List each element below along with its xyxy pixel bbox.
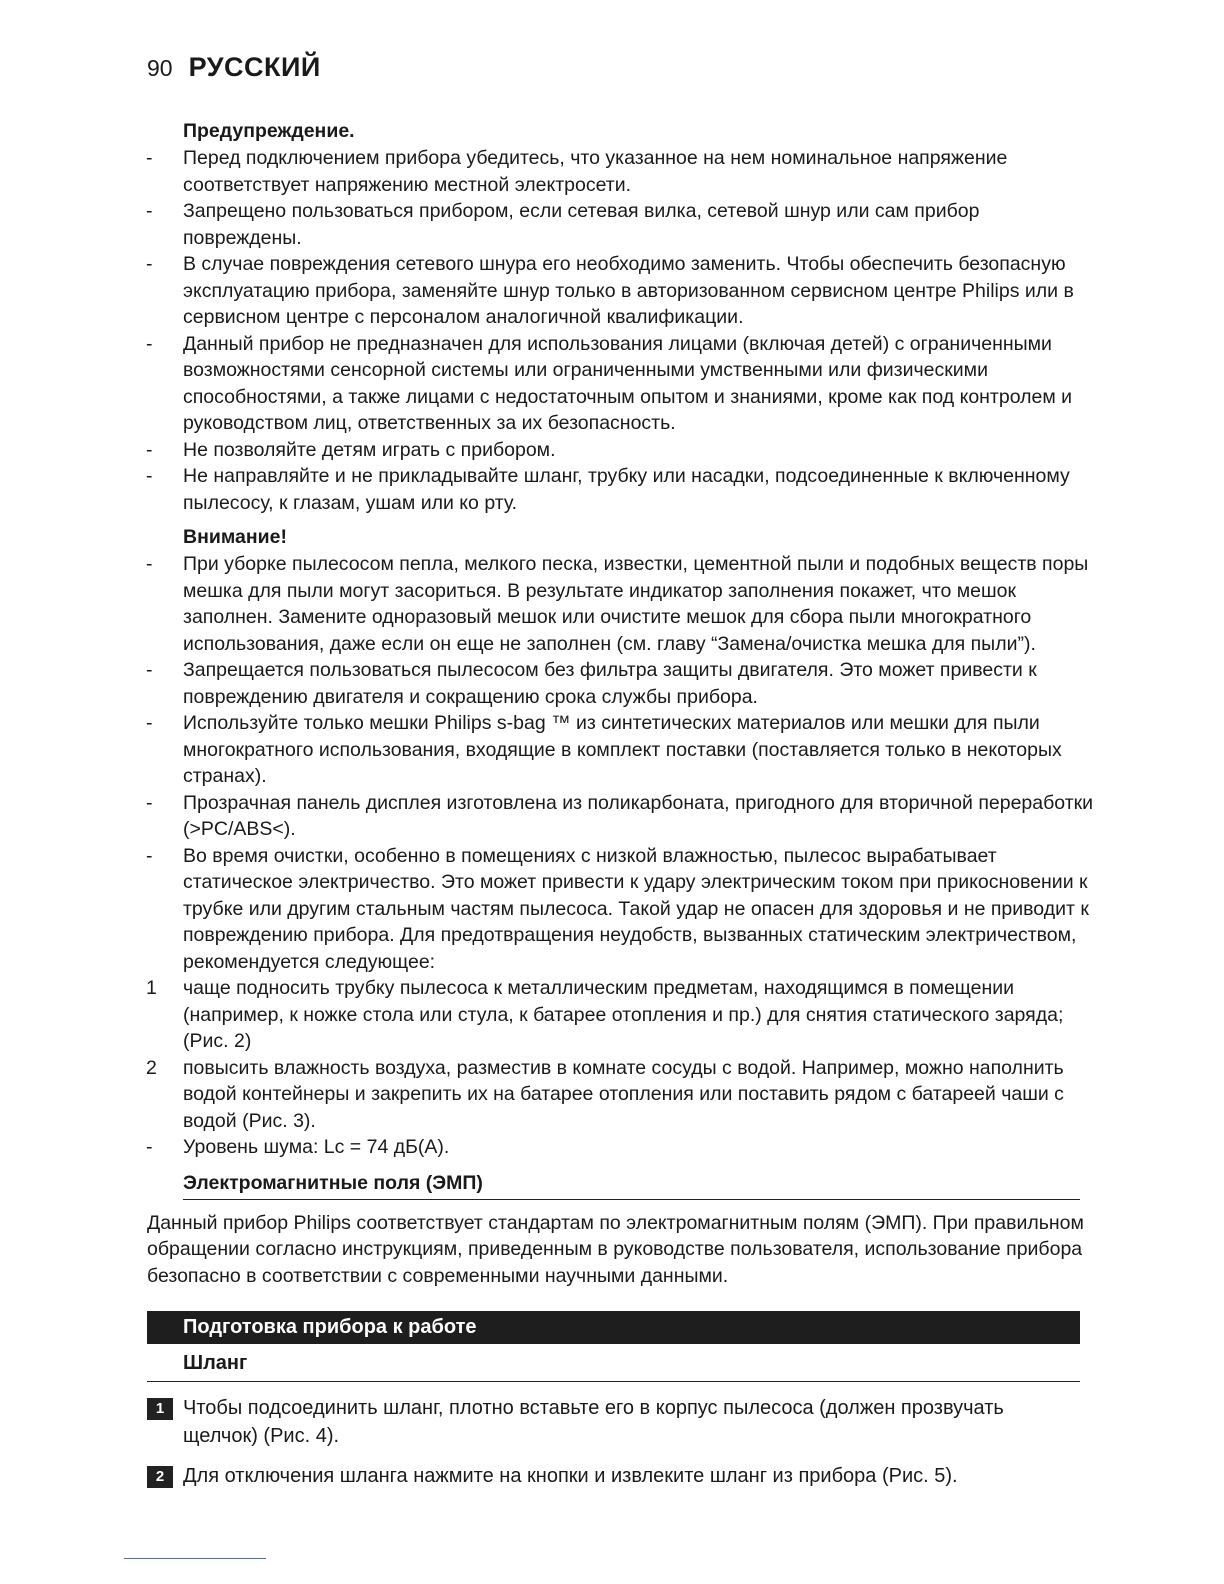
numbered-item — [0, 1055, 1224, 1135]
emf-paragraph: Данный прибор Philips соответствует стандартам по электромагнитным полям (ЭМП). При правильном обращении согласно инструкциям, приведенным в руководстве пользователя, использование прибора безопасно в соответствии с современными научными данными. — [147, 1211, 1084, 1287]
page-header — [147, 52, 321, 83]
numbered-item-text: повысить влажность воздуха, разместив в комнате сосуды с водой. Например, можно наполнить водой контейнеры и закрепить их на батарее отопления или поставить рядом с батареей чаши с водой (Рис. 3). — [183, 1056, 1064, 1132]
hose-heading: Шланг — [147, 1344, 1080, 1382]
bullet-dash: - — [146, 438, 153, 461]
list-item — [0, 437, 1224, 464]
bullet-dash: - — [146, 712, 153, 734]
bullet-dash: - — [146, 465, 153, 487]
section-title-bar: Подготовка прибора к работе — [147, 1311, 1080, 1344]
list-item — [0, 198, 1224, 251]
list-item — [0, 251, 1224, 331]
list-item-text: Запрещено пользоваться прибором, если сетевая вилка, сетевой шнур или сам прибор повреждены. — [183, 200, 980, 249]
list-item — [0, 463, 1224, 516]
list-item — [0, 145, 1224, 198]
numbered-item-text: чаще подносить трубку пылесоса к металлическим предметам, находящимся в помещении (например, к ножке стола или стула, к батарее отопления и пр.) для снятия статического заряда; (Рис. 2) — [183, 977, 1064, 1052]
numbered-item — [0, 975, 1224, 1055]
step-item — [0, 1462, 1224, 1490]
list-item-text: Во время очистки, особенно в помещениях с низкой влажностью, пылесос вырабатывает статическое электричество. Это может привести к удару электрическим током при прикосновении к трубке или другим стальным частям пылесоса. Такой удар не опасен для здоровья и не приводит к повреждению прибора. Для предотвращения неудобств, вызванных статическим электричеством, рекомендуется следующее: — [183, 844, 1089, 973]
page-content — [0, 118, 1224, 1490]
list-item — [0, 657, 1224, 710]
list-item-text: В случае повреждения сетевого шнура его необходимо заменить. Чтобы обеспечить безопасную эксплуатацию прибора, заменяйте шнур только в авторизованном сервисном центре Philips или в сервисном центре с персоналом аналогичной квалификации. — [183, 253, 1074, 328]
language-title: РУССКИЙ — [188, 52, 321, 82]
list-item — [0, 1134, 1224, 1161]
footer-rule — [124, 1558, 266, 1559]
list-item-text: Не направляйте и не прикладывайте шланг, трубку или насадки, подсоединенные к включенному пылесосу, к глазам, ушам или ко рту. — [183, 465, 1070, 514]
page-number: 90 — [147, 55, 173, 81]
step-item — [0, 1394, 1224, 1450]
caution-heading: Внимание! — [183, 526, 287, 548]
bullet-dash: - — [146, 553, 153, 575]
bullet-dash: - — [146, 1136, 153, 1158]
bullet-dash: - — [146, 200, 153, 222]
warning-heading: Предупреждение. — [183, 120, 355, 142]
bullet-dash: - — [146, 147, 153, 169]
list-item — [0, 331, 1224, 437]
list-item-text: Перед подключением прибора убедитесь, что указанное на нем номинальное напряжение соответствует напряжению местной электросети. — [183, 147, 1008, 196]
bullet-dash: - — [146, 791, 153, 814]
bullet-dash: - — [146, 844, 153, 867]
bullet-dash: - — [146, 332, 153, 355]
list-item-text: Данный прибор не предназначен для использования лицами (включая детей) с ограниченными возможностями сенсорной системы или ограниченными умственными или физическими способностями, а также лицами с недостаточным опытом и знаниями, кроме как под контролем и руководством лиц, ответственных за их безопасность. — [183, 332, 1073, 434]
list-item — [0, 843, 1224, 976]
step-text: Для отключения шланга нажмите на кнопки и извлеките шланг из прибора (Рис. 5). — [183, 1465, 958, 1487]
list-item-text: Не позволяйте детям играть с прибором. — [183, 438, 556, 461]
list-item-text: Запрещается пользоваться пылесосом без фильтра защиты двигателя. Это может привести к повреждению двигателя и сокращению срока службы прибора. — [183, 659, 1037, 708]
item-number: 1 — [146, 977, 157, 999]
list-item — [0, 551, 1224, 657]
list-item — [0, 790, 1224, 843]
list-item-text: Используйте только мешки Philips s-bag ™ из синтетических материалов или мешки для пыли многократного использования, входящие в комплект поставки (поставляется только в некоторых странах). — [183, 712, 1062, 787]
list-item — [0, 710, 1224, 790]
item-number: 2 — [146, 1056, 157, 1079]
step-number-badge: 2 — [147, 1466, 173, 1488]
emf-heading: Электромагнитные поля (ЭМП) — [183, 1169, 1080, 1200]
noise-level-text: Уровень шума: Lc = 74 дБ(A). — [183, 1136, 450, 1158]
list-item-text: Прозрачная панель дисплея изготовлена из поликарбоната, пригодного для вторичной переработки (>PC/ABS<). — [183, 791, 1094, 840]
bullet-dash: - — [146, 253, 153, 275]
list-item-text: При уборке пылесосом пепла, мелкого песка, известки, цементной пыли и подобных веществ поры мешка для пыли могут засориться. В результате индикатор заполнения покажет, что мешок заполнен. Замените одноразовый мешок или очистите мешок для сбора пыли многократного использования, даже если он еще не заполнен (см. главу “Замена/очистка мешка для пыли”). — [183, 553, 1089, 655]
step-number-badge: 1 — [147, 1398, 173, 1420]
bullet-dash: - — [146, 659, 153, 681]
step-text: Чтобы подсоединить шланг, плотно вставьте его в корпус пылесоса (должен прозвучать щелчок) (Рис. 4). — [183, 1397, 1004, 1447]
